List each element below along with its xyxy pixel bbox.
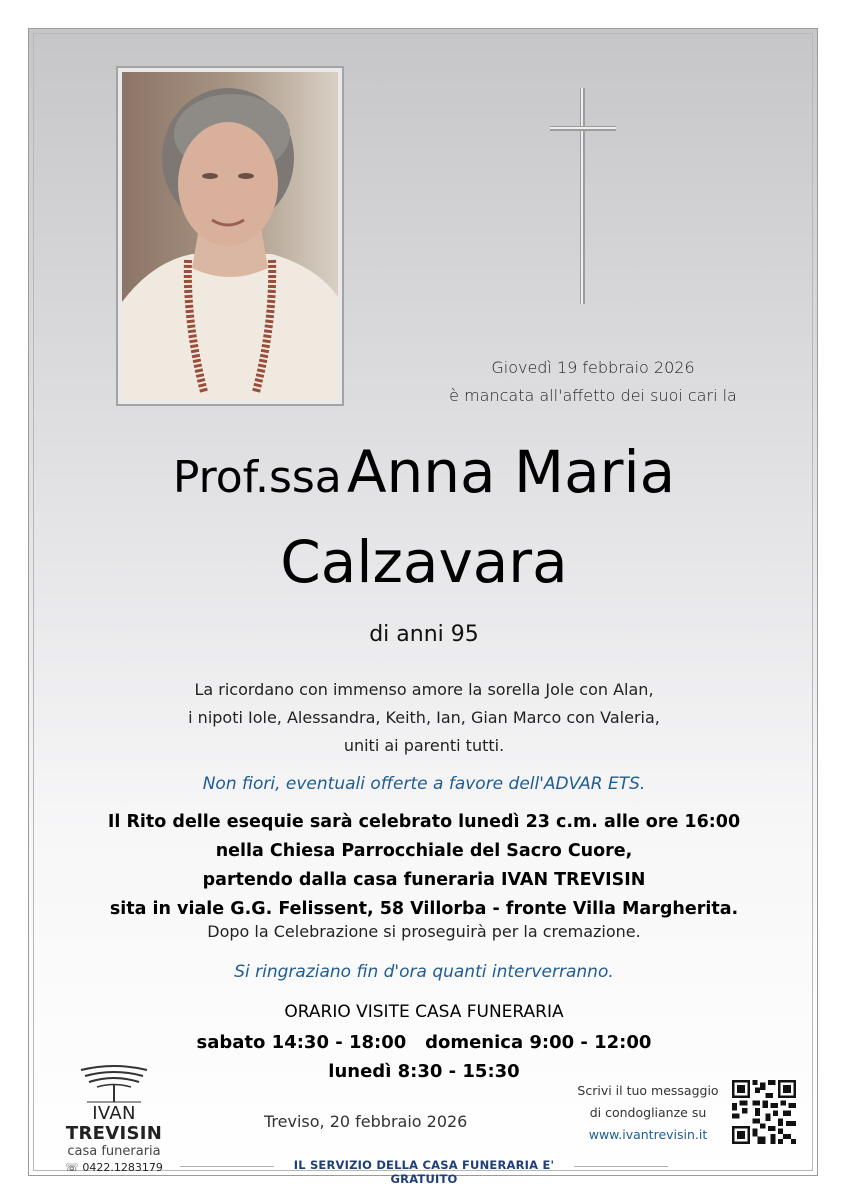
deceased-age: di anni 95 <box>369 622 479 647</box>
footer-rule-left <box>180 1166 274 1167</box>
logo-phone-row <box>44 1161 184 1174</box>
portrait-photo <box>122 72 338 400</box>
deceased-first-names: Anna Maria <box>346 438 676 506</box>
condolences-line1: Scrivi il tuo messaggio <box>577 1083 719 1098</box>
portrait-frame <box>116 66 344 406</box>
visits-title: ORARIO VISITE CASA FUNERARIA <box>284 1002 564 1022</box>
condolences-link[interactable]: www.ivantrevisin.it <box>588 1127 708 1142</box>
deceased-name-line1 <box>0 438 848 521</box>
tree-logo-icon <box>77 1060 151 1104</box>
deceased-name-line2 <box>0 528 848 611</box>
qr-code-icon[interactable] <box>732 1080 796 1144</box>
funeral-home-logo <box>44 1060 184 1174</box>
logo-name-last: TREVISIN <box>65 1123 163 1144</box>
flowers-note: Non fiori, eventuali offerte a favore dell'ADVAR ETS. <box>202 774 646 794</box>
logo-phone: 0422.1283179 <box>82 1161 163 1174</box>
family-line: La ricordano con immenso amore la sorella Jole con Alan, <box>194 680 654 699</box>
condolences-line2: di condoglianze su <box>589 1105 707 1120</box>
family-line: i nipoti Iole, Alessandra, Keith, Ian, Gian Marco con Valeria, <box>188 708 660 727</box>
footer-rule-right <box>574 1166 668 1167</box>
deceased-surname: Calzavara <box>280 528 568 596</box>
deceased-title: Prof.ssa <box>172 452 342 503</box>
logo-name <box>44 1104 184 1144</box>
portrait-illustration <box>122 72 338 400</box>
family-line: uniti ai parenti tutti. <box>343 736 505 755</box>
visits-line1: sabato 14:30 - 18:00 domenica 9:00 - 12:00 <box>196 1032 652 1053</box>
place-date: Treviso, 20 febbraio 2026 <box>264 1112 468 1131</box>
visits-line2: lunedì 8:30 - 15:30 <box>328 1061 520 1082</box>
rite-line: sita in viale G.G. Felissent, 58 Villorba - fronte Villa Margherita. <box>109 899 739 919</box>
rite-line: nella Chiesa Parrocchiale del Sacro Cuore, <box>215 841 633 861</box>
rite-block <box>0 808 848 924</box>
thanks-note: Si ringraziano fin d'ora quanti interverranno. <box>234 962 614 982</box>
intro-block <box>420 354 766 410</box>
phone-icon: ☏ <box>65 1161 79 1174</box>
cross-icon <box>550 88 616 304</box>
rite-line: Il Rito delle esequie sarà celebrato lunedì 23 c.m. alle ore 16:00 <box>107 812 741 832</box>
death-date: Giovedì 19 febbraio 2026 <box>491 358 695 377</box>
intro-line: è mancata all'affetto dei suoi cari la <box>449 386 737 405</box>
footer-note: IL SERVIZIO DELLA CASA FUNERARIA E' GRATUITO <box>293 1158 555 1186</box>
rite-after: Dopo la Celebrazione si proseguirà per la cremazione. <box>207 922 641 941</box>
condolences-block <box>566 1080 730 1146</box>
logo-subtitle: casa funeraria <box>67 1144 161 1159</box>
rite-line: partendo dalla casa funeraria IVAN TREVISIN <box>202 870 646 890</box>
family-block <box>0 676 848 760</box>
logo-name-first: IVAN <box>92 1103 136 1124</box>
